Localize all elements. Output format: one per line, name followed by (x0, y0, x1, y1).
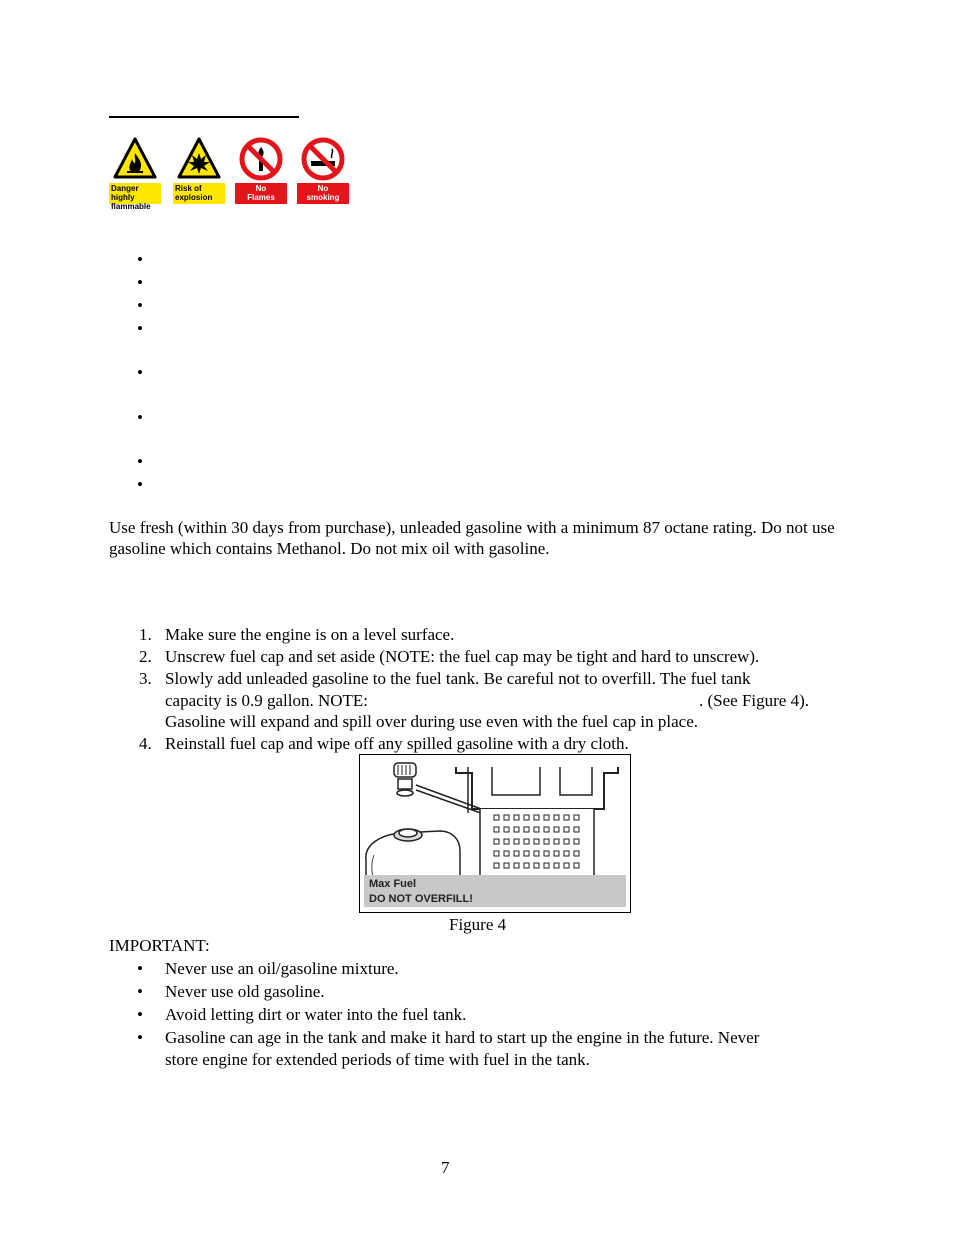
step-text-line: Gasoline will expand and spill over during use even with the fuel cap in place. (165, 712, 698, 731)
bullet-marker: • (137, 1005, 143, 1024)
sign-flammable (109, 137, 161, 211)
flame-icon (113, 137, 157, 181)
explosion-icon (177, 137, 221, 181)
list-item-text: Avoid letting dirt or water into the fuel tank. (165, 1005, 467, 1024)
step-text: Unscrew fuel cap and set aside (NOTE: the fuel cap may be tight and hard to unscrew). (165, 647, 760, 666)
step-text-fragment: capacity is 0.9 gallon. NOTE: (165, 690, 369, 710)
step-number: 4. (139, 734, 152, 753)
bullet-marker: • (137, 250, 143, 269)
sign-label-line: No (317, 184, 329, 193)
step-text-line (165, 690, 835, 712)
bullet-marker: • (137, 273, 143, 292)
sign-no-flames (235, 137, 287, 205)
figure-label-line1: Max Fuel (369, 878, 417, 890)
bullet-marker: • (137, 475, 143, 494)
important-heading: IMPORTANT: (109, 936, 210, 955)
sign-label-line: explosion (175, 193, 213, 202)
list-item-text (165, 1027, 845, 1071)
sign-label-line: Flames (247, 193, 275, 202)
fuel-requirements-paragraph: Use fresh (within 30 days from purchase), unleaded gasoline with a minimum 87 octane rating. Do not use gasoline which contains Methanol. Do not mix oil with gasoline. (109, 518, 835, 558)
list-item-text: Never use old gasoline. (165, 982, 325, 1001)
bullet-marker: • (137, 452, 143, 471)
step-text: Reinstall fuel cap and wipe off any spilled gasoline with a dry cloth. (165, 734, 629, 753)
step-text: Make sure the engine is on a level surface. (165, 625, 455, 644)
sign-label-line: smoking (306, 193, 340, 202)
bullet-marker: • (137, 959, 143, 978)
sign-explosion (173, 137, 225, 205)
bullet-marker: • (137, 319, 143, 338)
step-number: 1. (139, 625, 152, 644)
sign-no-smoking (297, 137, 349, 205)
bullet-marker: • (137, 408, 143, 427)
sign-label-line: flammable (111, 202, 151, 211)
bullet-marker: • (137, 296, 143, 315)
sign-label-line: No (255, 184, 267, 193)
bullet-marker: • (137, 363, 143, 382)
sign-label-line: Risk of (175, 184, 202, 193)
sign-label (109, 183, 161, 211)
step-text-fragment: . (See Figure 4). (699, 690, 810, 710)
no-flames-icon (239, 137, 283, 181)
bullet-marker: • (137, 982, 143, 1001)
fuel-tank-diagram (360, 755, 630, 912)
step-number: 2. (139, 647, 152, 666)
sign-label (297, 183, 349, 204)
figure-caption: Figure 4 (449, 915, 507, 934)
no-smoking-icon (301, 137, 345, 181)
step-text (165, 668, 835, 733)
list-item-text-line: Gasoline can age in the tank and make it hard to start up the engine in the future. Never (165, 1028, 760, 1047)
sign-label (235, 183, 287, 204)
step-text-line: Slowly add unleaded gasoline to the fuel tank. Be careful not to overfill. The fuel tank (165, 669, 751, 688)
list-item-text-line: store engine for extended periods of time with fuel in the tank. (165, 1050, 590, 1069)
figure-4-illustration (359, 754, 631, 913)
sign-label (173, 183, 225, 204)
figure-label-line2: DO NOT OVERFILL! (369, 893, 473, 905)
step-number: 3. (139, 669, 152, 688)
page-number: 7 (441, 1158, 450, 1177)
bullet-marker: • (137, 1028, 143, 1047)
list-item-text: Never use an oil/gasoline mixture. (165, 959, 399, 978)
section-heading-underline (109, 116, 299, 118)
sign-label-line: Danger highly (111, 184, 139, 202)
